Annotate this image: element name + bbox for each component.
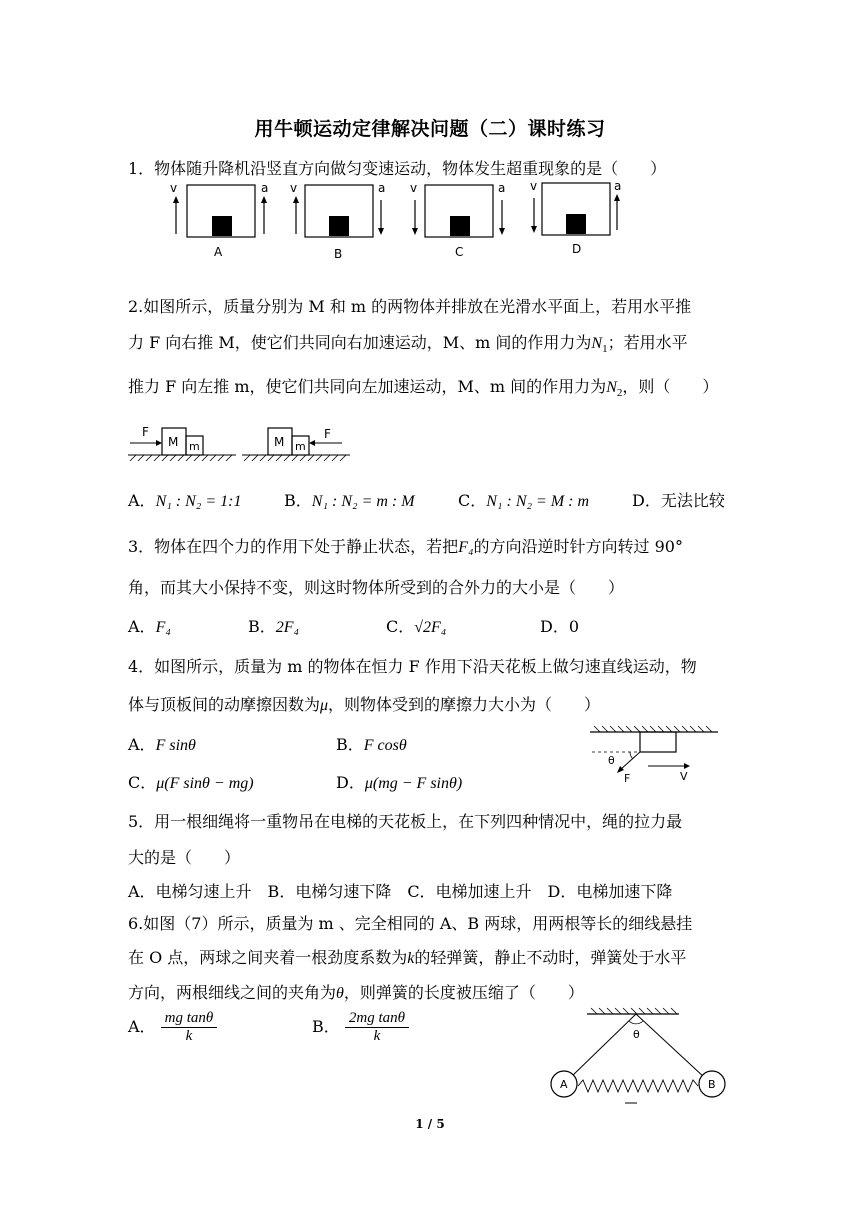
q2-option-d: D．无法比较 <box>632 491 725 510</box>
q1-d-v-label: v <box>530 179 538 193</box>
page-title: 用牛顿运动定律解决问题（二）课时练习 <box>254 118 606 140</box>
q1-stem: 1．物体随升降机沿竖直方向做匀变速运动，物体发生超重现象的是（ ） <box>128 159 667 178</box>
q5-line2: 大的是（ ） <box>128 848 241 867</box>
q2-line2 <box>128 330 688 355</box>
q1-d-a-label: a <box>614 179 622 193</box>
q1-b-label: B <box>334 247 343 261</box>
q2-line3-text-b: ，则（ ） <box>622 377 719 396</box>
q1-a-a-label: a <box>261 181 269 195</box>
q1-panel-b <box>290 181 385 261</box>
q2-line2-text-a: 力 F 向右推 M，使它们共同向右加速运动，M、m 间的作用力为 <box>128 333 592 352</box>
q4-option-d: D．μ(mg − F sinθ) <box>336 773 463 792</box>
q1-figure <box>160 178 630 262</box>
q3-option-c: C．√2F₄ <box>386 617 447 636</box>
q2-fig-m-big-right: M <box>274 435 285 449</box>
q2-option-c: C．N₁ : N₂ = M : m <box>458 491 590 510</box>
q2-option-a: A．N₁ : N₂ = 1:1 <box>128 491 242 510</box>
q6-option-b: B． $\frac{\text{2mg tanθ}}{k}$ <box>312 1010 409 1045</box>
q2-fig-m-small-right: m <box>295 440 306 453</box>
q4-fig-f: F <box>624 772 631 785</box>
q1-b-a-label: a <box>378 181 386 195</box>
q6-fig-a: A <box>560 1078 568 1091</box>
q1-panel-c <box>410 181 505 259</box>
q3-option-b: B．2F₄ <box>248 617 300 636</box>
q1-a-label: A <box>214 245 223 259</box>
q6-fig-theta: θ <box>633 1028 640 1041</box>
q2-line3 <box>128 374 718 399</box>
q4-line2: 体与顶板间的动摩擦因数为μ，则物体受到的摩擦力大小为（ ） <box>128 695 601 714</box>
q3-option-d: D．0 <box>540 617 580 636</box>
q4-fig-v: V <box>680 770 688 783</box>
q2-fig-m-big-left: M <box>168 435 179 449</box>
q6-option-a: A． $\frac{\text{mg tanθ}}{k}$ <box>128 1010 217 1045</box>
q2-line1: 2.如图所示，质量分别为 M 和 m 的两物体并排放在光滑水平面上，若用水平推 <box>128 297 692 316</box>
q6-figure <box>545 1004 735 1108</box>
q3-line1: 3．物体在四个力的作用下处于静止状态，若把F₄的方向沿逆时针方向转过 90° <box>128 537 683 556</box>
q2-n1: $N_1$ <box>591 335 608 356</box>
q4-fig-theta: θ <box>608 754 615 767</box>
q6-fig-b: B <box>708 1078 716 1091</box>
q4-figure <box>590 722 720 786</box>
q4-option-a: A．F sinθ <box>128 735 196 754</box>
q1-c-label: C <box>455 245 464 259</box>
q1-panel-a <box>170 181 268 259</box>
q6-line3: 方向，两根细线之间的夹角为θ，则弹簧的长度被压缩了（ ） <box>128 983 584 1002</box>
q4-line1: 4．如图所示，质量为 m 的物体在恒力 F 作用下沿天花板上做匀速直线运动，物 <box>128 657 697 676</box>
q1-panel-d <box>530 179 621 256</box>
q6-line1: 6.如图（7）所示，质量为 m 、完全相同的 A、B 两球，用两根等长的细线悬挂 <box>128 914 693 933</box>
q2-figure <box>128 424 350 464</box>
q3-line2: 角，而其大小保持不变，则这时物体所受到的合外力的大小是（ ） <box>128 578 625 597</box>
q2-fig-f-right: F <box>324 427 331 441</box>
q1-a-v-label: v <box>170 181 178 195</box>
q3-option-a: A．F₄ <box>128 617 171 636</box>
q4-option-b: B．F cosθ <box>336 735 407 754</box>
page-number: 1 / 5 <box>415 1117 445 1131</box>
q5-options: A．电梯匀速上升 B．电梯匀速下降 C．电梯加速上升 D．电梯加速下降 <box>128 882 673 901</box>
q2-fig-m-small-left: m <box>189 440 200 453</box>
q1-c-v-label: v <box>410 181 418 195</box>
q2-n2: $N_2$ <box>606 379 623 400</box>
q1-c-a-label: a <box>498 181 506 195</box>
q2-line2-text-b: ；若用水平 <box>607 333 688 352</box>
q4-option-c: C．μ(F sinθ − mg) <box>128 773 254 792</box>
q1-b-v-label: v <box>290 181 298 195</box>
q2-line3-text-a: 推力 F 向左推 m，使它们共同向左加速运动，M、m 间的作用力为 <box>128 377 607 396</box>
q5-line1: 5．用一根细绳将一重物吊在电梯的天花板上，在下列四种情况中，绳的拉力最 <box>128 812 683 831</box>
q1-d-label: D <box>572 242 582 256</box>
q6-line2: 在 O 点，两球之间夹着一根劲度系数为k的轻弹簧，静止不动时，弹簧处于水平 <box>128 948 687 967</box>
q2-option-b: B．N₁ : N₂ = m : M <box>284 491 415 510</box>
q2-fig-f-left: F <box>142 425 149 439</box>
